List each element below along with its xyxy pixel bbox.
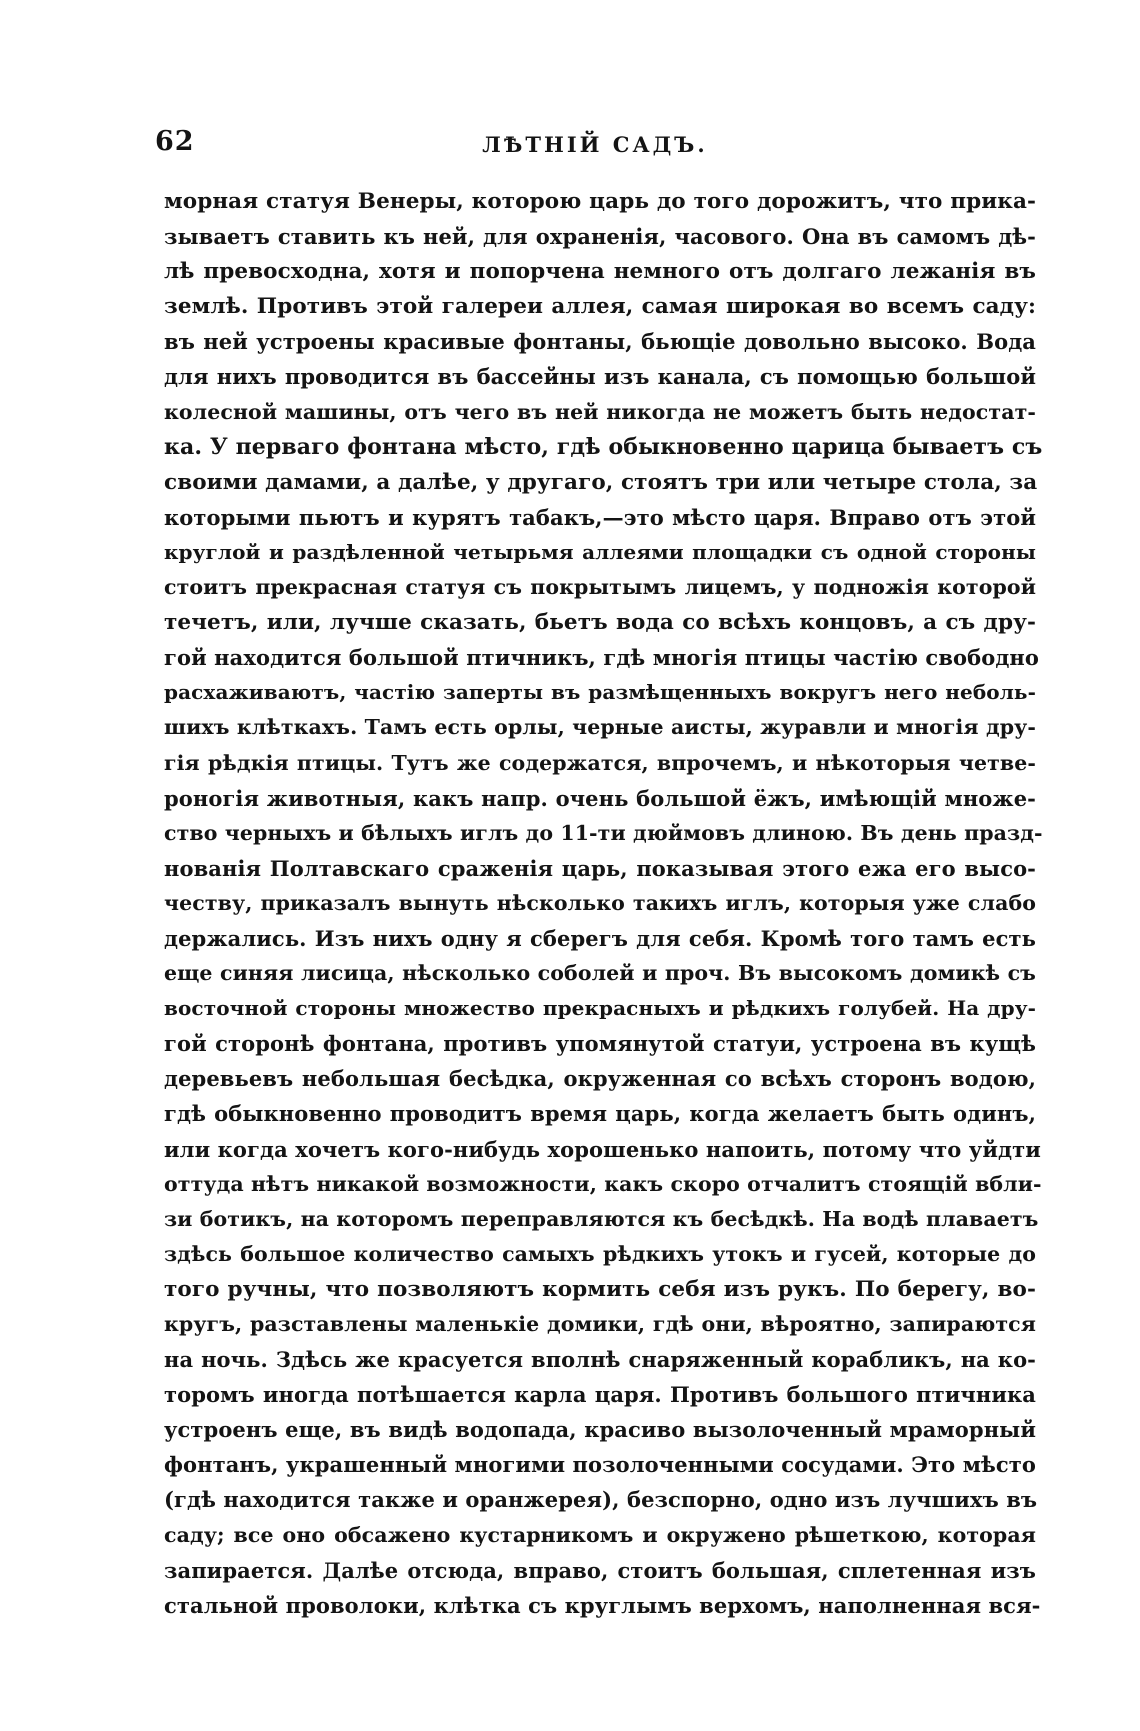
running-title: ЛѢТНІЙ САДЪ. xyxy=(482,132,708,157)
text-line: деревьевъ небольшая бесѣдка, окруженная со всѣхъ сторонъ водою, xyxy=(164,1066,1036,1092)
text-line: шихъ клѣткахъ. Тамъ есть орлы, черные аисты, журавли и многія дру- xyxy=(164,715,1036,740)
text-line: гія рѣдкія птицы. Тутъ же содержатся, впрочемъ, и нѣкоторыя четве- xyxy=(164,750,1036,775)
text-line: роногія животныя, какъ напр. очень большой ёжъ, имѣющій множе- xyxy=(164,785,1036,811)
text-line: лѣ превосходна, хотя и попорчена немного отъ долгаго лежанія въ xyxy=(164,259,1036,285)
text-line: запирается. Далѣе отсюда, вправо, стоитъ большая, сплетенная изъ xyxy=(164,1557,1036,1583)
text-line: еще синяя лисица, нѣсколько соболей и проч. Въ высокомъ домикѣ съ xyxy=(164,961,1036,986)
text-line: для нихъ проводится въ бассейны изъ канала, съ помощью большой xyxy=(164,364,1036,390)
text-line: на ночь. Здѣсь же красуется вполнѣ снаряженный корабликъ, на ко- xyxy=(164,1347,1036,1373)
running-head xyxy=(155,126,1035,166)
text-line: землѣ. Противъ этой галереи аллея, самая широкая во всемъ саду: xyxy=(164,294,1036,320)
text-line: стоитъ прекрасная статуя съ покрытымъ лицемъ, у подножія которой xyxy=(164,575,1036,600)
text-line: здѣсь большое количество самыхъ рѣдкихъ утокъ и гусей, которые до xyxy=(164,1241,1036,1266)
text-line: нованія Полтавскаго сраженія царь, показывая этого ежа его высо- xyxy=(164,855,1036,881)
text-line: саду; все оно обсажено кустарникомъ и окружено рѣшеткою, которая xyxy=(164,1522,1036,1547)
text-line: колесной машины, отъ чего въ ней никогда не можетъ быть недостат- xyxy=(164,399,1036,424)
text-line: или когда хочетъ кого-нибудь хорошенько напоить, потому что уйдти xyxy=(164,1136,1041,1162)
text-line: гой сторонѣ фонтана, противъ упомянутой статуи, устроена въ кущѣ xyxy=(164,1031,1036,1057)
text-line: ка. У перваго фонтана мѣсто, гдѣ обыкновенно царица бываетъ съ xyxy=(164,433,1043,460)
text-line: гдѣ обыкновенно проводитъ время царь, когда желаетъ быть одинъ, xyxy=(164,1101,1036,1127)
text-line: своими дамами, а далѣе, у другаго, стоятъ три или четыре стола, за xyxy=(164,469,1038,495)
text-line: кругъ, разставлены маленькіе домики, гдѣ они, вѣроятно, запираются xyxy=(164,1312,1036,1336)
text-line: восточной стороны множество прекрасныхъ и рѣдкихъ голубей. На дру- xyxy=(164,996,1036,1021)
text-line: течетъ, или, лучше сказать, бьетъ вода со всѣхъ концовъ, а съ дру- xyxy=(164,610,1036,636)
body-text xyxy=(164,184,1043,1623)
text-line: круглой и раздѣленной четырьмя аллеями площадки съ одной стороны xyxy=(164,539,1036,564)
text-line: морная статуя Венеры, которою царь до того дорожитъ, что прика- xyxy=(164,189,1036,214)
text-line: держались. Изъ нихъ одну я сберегъ для себя. Кромѣ того тамъ есть xyxy=(164,925,1036,951)
text-line: зи ботикъ, на которомъ переправляются къ бесѣдкѣ. На водѣ плаваетъ xyxy=(164,1206,1039,1231)
text-line: устроенъ еще, въ видѣ водопада, красиво вызолоченный мраморный xyxy=(164,1417,1036,1443)
text-line: гой находится большой птичникъ, гдѣ многія птицы частію свободно xyxy=(164,645,1040,671)
text-line: стальной проволоки, клѣтка съ круглымъ верхомъ, наполненная вся- xyxy=(164,1592,1041,1618)
text-line: торомъ иногда потѣшается карла царя. Противъ большого птичника xyxy=(164,1382,1036,1408)
text-line: въ ней устроены красивые фонтаны, бьющіе довольно высоко. Вода xyxy=(164,329,1036,355)
text-line: того ручны, что позволяютъ кормить себя изъ рукъ. По берегу, во- xyxy=(164,1276,1036,1302)
text-line: оттуда нѣтъ никакой возможности, какъ скоро отчалитъ стоящій вбли- xyxy=(164,1171,1042,1196)
text-line: (гдѣ находится также и оранжерея), безспорно, одно изъ лучшихъ въ xyxy=(164,1487,1038,1513)
text-line: честву, приказалъ вынуть нѣсколько такихъ иглъ, которыя уже слабо xyxy=(164,890,1036,915)
page-number: 62 xyxy=(155,126,195,157)
text-line: которыми пьютъ и курятъ табакъ,—это мѣсто царя. Вправо отъ этой xyxy=(164,504,1036,530)
text-line: расхаживаютъ, частію заперты въ размѣщенныхъ вокругъ него неболь- xyxy=(164,680,1036,705)
text-line: фонтанъ, украшенный многими позолоченными сосудами. Это мѣсто xyxy=(164,1452,1037,1478)
text-line: ство черныхъ и бѣлыхъ иглъ до 11-ти дюймовъ длиною. Въ день празд- xyxy=(164,820,1043,845)
text-line: зываетъ ставить къ ней, для охраненія, часового. Она въ самомъ дѣ- xyxy=(164,224,1036,250)
